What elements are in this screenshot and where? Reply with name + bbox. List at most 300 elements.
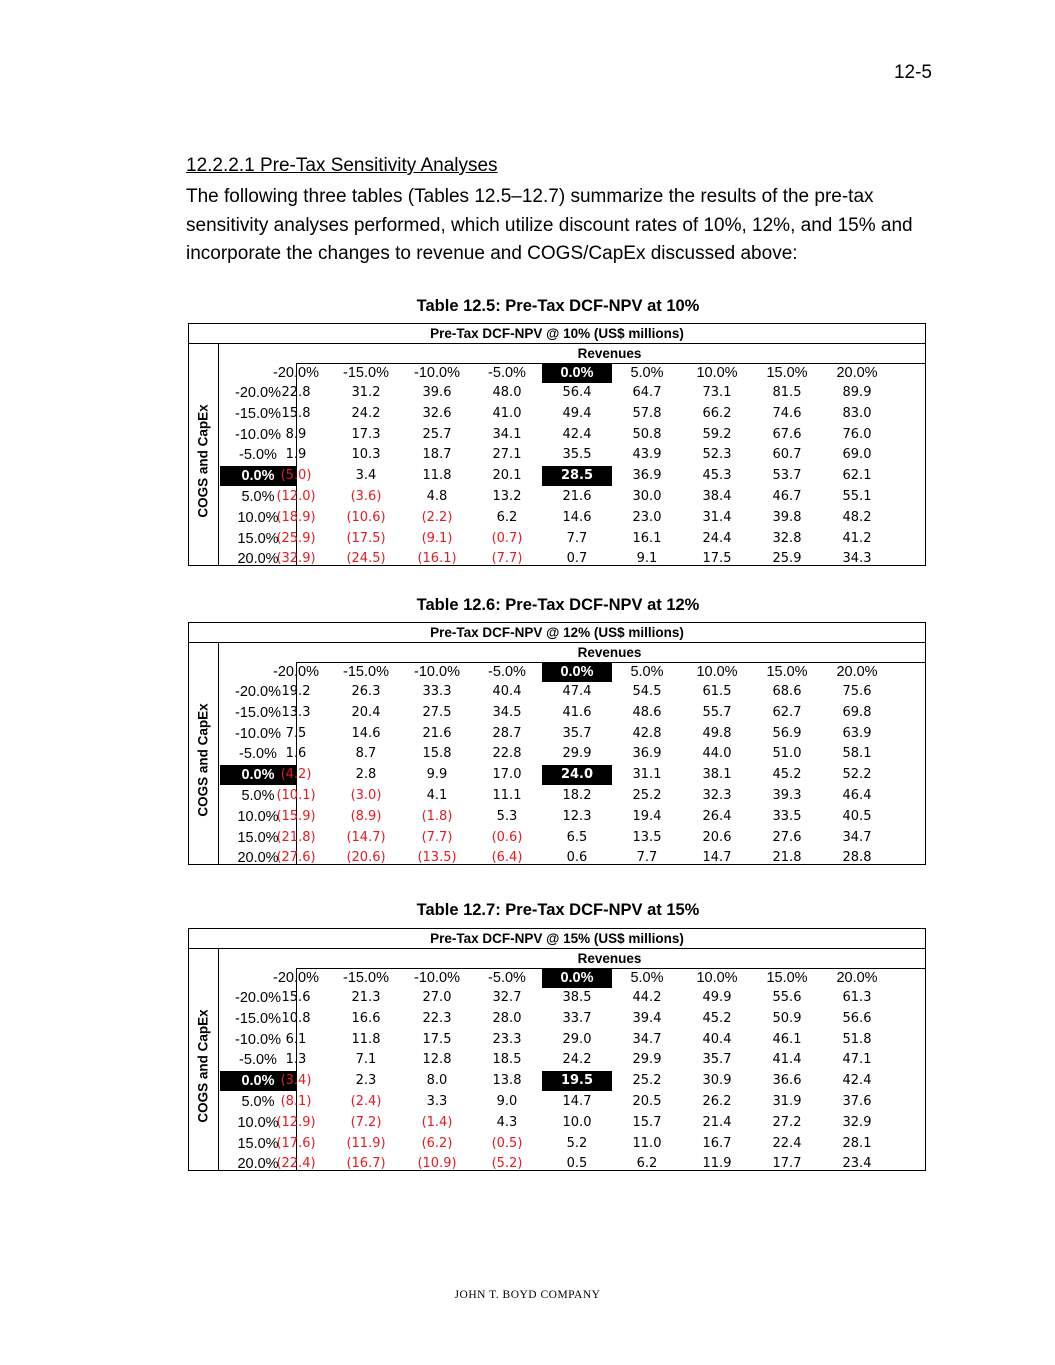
divider: [218, 344, 219, 565]
revenue-column-header: 5.0%: [630, 365, 664, 381]
table-cell: 12.8: [422, 1052, 452, 1068]
table-cell: 46.7: [772, 489, 802, 504]
table-cell: 56.6: [842, 1010, 872, 1026]
cogs-row-header: -10.0%: [235, 426, 281, 443]
table-cell: 42.4: [562, 426, 592, 442]
revenue-column-header: 10.0%: [696, 365, 738, 381]
table-cell: 51.8: [842, 1031, 872, 1047]
table-cell: 8.9: [285, 426, 307, 442]
table-cell: 25.7: [422, 426, 452, 442]
cogs-row-header: -20.0%: [235, 990, 281, 1006]
table-cell: 19.2: [281, 684, 311, 699]
table-cell: 15.8: [422, 746, 452, 762]
cogs-row-header: 15.0%: [237, 829, 279, 846]
revenues-label: Revenues: [577, 951, 642, 966]
table-cell: 62.1: [842, 468, 872, 484]
table-cell: 4.1: [426, 788, 448, 803]
table-cell: 31.2: [351, 385, 381, 400]
table-header: Pre-Tax DCF-NPV @ 12% (US$ millions): [189, 623, 925, 643]
table-cell: 75.6: [842, 684, 872, 699]
table-cell: (5.0): [280, 468, 312, 484]
table-cell: 9.9: [426, 767, 448, 783]
table-cell: (20.6): [346, 850, 386, 866]
table-cell: 54.5: [632, 684, 662, 699]
table-cell: 64.7: [632, 385, 662, 400]
table-cell: 6.5: [566, 829, 588, 845]
revenues-label: Revenues: [577, 645, 642, 660]
table-cell: 61.5: [702, 684, 732, 699]
table-cell: 39.4: [632, 1010, 662, 1026]
table-cell: 7.7: [566, 530, 588, 546]
table-cell: 24.4: [702, 530, 732, 546]
table-cell: 50.8: [632, 426, 662, 442]
table-cell: 39.3: [772, 788, 802, 803]
table-cell: 89.9: [842, 385, 872, 400]
table-cell: (2.2): [421, 509, 453, 525]
table-cell: 10.8: [281, 1010, 311, 1026]
table-cell: 30.9: [702, 1073, 732, 1089]
table-cell: 28.7: [492, 725, 522, 741]
table-cell: 3.4: [355, 468, 377, 484]
table-cell: 62.7: [772, 704, 802, 720]
table-cell: 32.3: [702, 788, 732, 803]
table-cell: (1.8): [421, 808, 453, 824]
table-cell: 29.0: [562, 1031, 592, 1047]
table-cell: 47.1: [842, 1052, 872, 1068]
cogs-row-header: -5.0%: [239, 1052, 277, 1069]
table-cell: (0.5): [491, 1135, 523, 1151]
table-cell: 40.4: [492, 684, 522, 699]
table-cell: 6.2: [496, 509, 518, 525]
table-cell: 22.8: [281, 385, 311, 400]
table-cell: 13.3: [281, 704, 311, 720]
table-cell: (21.8): [276, 829, 316, 845]
revenue-column-header: -5.0%: [488, 664, 526, 680]
table-caption: Table 12.5: Pre-Tax DCF-NPV at 10%: [416, 297, 700, 315]
table-cell: 14.7: [562, 1094, 592, 1109]
table-cell: 24.2: [562, 1052, 592, 1068]
table-cell: 17.5: [422, 1031, 452, 1047]
cogs-row-header: -5.0%: [239, 447, 277, 464]
table-cell: (3.0): [350, 788, 382, 803]
table-cell: 23.3: [492, 1031, 522, 1047]
table-cell: (15.9): [276, 808, 316, 824]
table-cell: (12.0): [276, 489, 316, 504]
cogs-row-header: -5.0%: [239, 746, 277, 763]
table-cell: (10.1): [276, 788, 316, 803]
revenue-column-header: 10.0%: [696, 970, 738, 986]
table-cell: 17.3: [351, 426, 381, 442]
table-cell: 29.9: [562, 746, 592, 762]
table-cell: 6.2: [636, 1156, 658, 1172]
table-header: Pre-Tax DCF-NPV @ 10% (US$ millions): [189, 324, 925, 344]
table-cell: (27.6): [276, 850, 316, 866]
table-cell: 34.5: [492, 704, 522, 720]
cogs-row-header: 10.0%: [237, 1114, 279, 1131]
table-cell: (5.2): [491, 1156, 523, 1172]
table-cell: 27.5: [422, 704, 452, 720]
table-cell: 36.9: [632, 746, 662, 762]
table-cell: 61.3: [842, 990, 872, 1005]
table-cell: 10.0: [562, 1114, 592, 1130]
revenue-column-header: 15.0%: [766, 365, 808, 381]
revenue-column-header: 5.0%: [630, 664, 664, 680]
table-cell: 1.9: [285, 447, 307, 463]
table-cell: 34.7: [632, 1031, 662, 1047]
table-cell: 11.9: [702, 1156, 732, 1172]
table-cell: 20.4: [351, 704, 381, 720]
table-cell: (13.5): [417, 850, 457, 866]
table-cell: 0.7: [566, 551, 588, 567]
cogs-row-header: -15.0%: [235, 1010, 281, 1027]
table-cell: 38.4: [702, 489, 732, 504]
table-cell: (0.6): [491, 829, 523, 845]
table-cell: 31.4: [702, 509, 732, 525]
table-cell: 7.1: [355, 1052, 377, 1068]
table-cell: 55.1: [842, 489, 872, 504]
table-cell: 11.8: [422, 468, 452, 484]
table-cell: 74.6: [772, 405, 802, 421]
revenue-column-header: 0.0%: [542, 969, 612, 988]
table-cell: 46.1: [772, 1031, 802, 1047]
table-cell: 32.9: [842, 1114, 872, 1130]
revenue-column-header: -15.0%: [343, 970, 389, 986]
table-caption: Table 12.7: Pre-Tax DCF-NPV at 15%: [416, 901, 700, 919]
sensitivity-table: [188, 323, 926, 566]
table-cell: 25.9: [772, 551, 802, 567]
table-cell: 22.8: [492, 746, 522, 762]
table-cell: 21.4: [702, 1114, 732, 1130]
sensitivity-table: [188, 622, 926, 865]
table-cell: 36.6: [772, 1073, 802, 1089]
table-cell: 16.6: [351, 1010, 381, 1026]
revenue-column-header: 15.0%: [766, 970, 808, 986]
table-cell: 18.7: [422, 447, 452, 463]
table-cell: 83.0: [842, 405, 872, 421]
table-cell: 29.9: [632, 1052, 662, 1068]
table-cell: (0.7): [491, 530, 523, 546]
table-cell: 13.8: [492, 1073, 522, 1089]
table-header: Pre-Tax DCF-NPV @ 15% (US$ millions): [189, 929, 925, 949]
table-cell: 27.2: [772, 1114, 802, 1130]
table-cell: 21.8: [772, 850, 802, 866]
table-cell: 18.5: [492, 1052, 522, 1068]
table-cell: 60.7: [772, 447, 802, 463]
table-cell: 21.6: [422, 725, 452, 741]
table-cell: 19.5: [542, 1071, 612, 1091]
table-cell: 21.3: [351, 990, 381, 1005]
table-cell: 43.9: [632, 447, 662, 463]
table-cell: 49.4: [562, 405, 592, 421]
table-cell: 13.5: [632, 829, 662, 845]
table-cell: (16.7): [346, 1156, 386, 1172]
table-cell: 26.2: [702, 1094, 732, 1109]
revenue-column-header: -5.0%: [488, 365, 526, 381]
table-cell: (8.1): [280, 1094, 312, 1109]
table-cell: (3.6): [350, 489, 382, 504]
section-heading: 12.2.2.1 Pre-Tax Sensitivity Analyses: [186, 155, 498, 176]
table-cell: 1.3: [285, 1052, 307, 1068]
table-cell: 1.6: [285, 746, 307, 762]
table-cell: (22.4): [276, 1156, 316, 1172]
table-cell: 15.7: [632, 1114, 662, 1130]
table-cell: 69.8: [842, 704, 872, 720]
table-cell: 31.9: [772, 1094, 802, 1109]
table-cell: 45.2: [772, 767, 802, 783]
table-cell: 8.0: [426, 1073, 448, 1089]
cogs-row-header: 10.0%: [237, 509, 279, 526]
table-cell: 10.3: [351, 447, 381, 463]
table-cell: 41.0: [492, 405, 522, 421]
table-cell: 33.3: [422, 684, 452, 699]
table-cell: 49.9: [702, 990, 732, 1005]
table-cell: 38.1: [702, 767, 732, 783]
table-cell: 55.6: [772, 990, 802, 1005]
table-caption: Table 12.6: Pre-Tax DCF-NPV at 12%: [416, 596, 700, 614]
table-cell: 11.1: [492, 788, 522, 803]
table-cell: 52.2: [842, 767, 872, 783]
table-cell: 4.3: [496, 1114, 518, 1130]
table-cell: 45.2: [702, 1010, 732, 1026]
table-cell: (24.5): [346, 551, 386, 567]
table-cell: 45.3: [702, 468, 732, 484]
table-cell: 34.1: [492, 426, 522, 442]
table-cell: 35.7: [702, 1052, 732, 1068]
table-cell: 44.0: [702, 746, 732, 762]
table-cell: (18.9): [276, 509, 316, 525]
table-cell: 6.1: [285, 1031, 307, 1047]
table-cell: (32.9): [276, 551, 316, 567]
divider: [218, 643, 219, 864]
revenue-column-header: -5.0%: [488, 970, 526, 986]
table-cell: 2.8: [355, 767, 377, 783]
table-cell: 30.0: [632, 489, 662, 504]
table-cell: 58.1: [842, 746, 872, 762]
revenue-column-header: 20.0%: [836, 365, 878, 381]
table-cell: 36.9: [632, 468, 662, 484]
table-cell: (6.4): [491, 850, 523, 866]
table-cell: 28.5: [542, 466, 612, 486]
table-cell: 40.4: [702, 1031, 732, 1047]
table-cell: 14.6: [351, 725, 381, 741]
revenue-column-header: 0.0%: [542, 364, 612, 383]
revenue-column-header: 10.0%: [696, 664, 738, 680]
cogs-row-header: -10.0%: [235, 1031, 281, 1048]
table-cell: 56.4: [562, 385, 592, 400]
table-cell: (7.2): [350, 1114, 382, 1130]
table-cell: (7.7): [421, 829, 453, 845]
table-cell: 69.0: [842, 447, 872, 463]
table-cell: 35.7: [562, 725, 592, 741]
revenue-column-header: 0.0%: [542, 663, 612, 682]
table-cell: 32.7: [492, 990, 522, 1005]
table-cell: 26.3: [351, 684, 381, 699]
table-cell: 47.4: [562, 684, 592, 699]
cogs-row-header: 5.0%: [241, 788, 275, 804]
table-cell: 22.3: [422, 1010, 452, 1026]
table-cell: 50.9: [772, 1010, 802, 1026]
table-cell: 63.9: [842, 725, 872, 741]
table-cell: 34.7: [842, 829, 872, 845]
table-cell: 32.6: [422, 405, 452, 421]
table-cell: 56.9: [772, 725, 802, 741]
table-cell: 67.6: [772, 426, 802, 442]
table-cell: 59.2: [702, 426, 732, 442]
table-cell: 20.1: [492, 468, 522, 484]
cogs-row-header: -15.0%: [235, 704, 281, 721]
table-cell: 40.5: [842, 808, 872, 824]
table-cell: 28.8: [842, 850, 872, 866]
table-cell: 5.3: [496, 808, 518, 824]
table-cell: 9.1: [636, 551, 658, 567]
table-cell: 68.6: [772, 684, 802, 699]
table-cell: 25.2: [632, 788, 662, 803]
table-cell: (7.7): [491, 551, 523, 567]
cogs-row-header: 20.0%: [237, 551, 279, 568]
table-cell: (1.4): [421, 1114, 453, 1130]
table-cell: 18.2: [562, 788, 592, 803]
revenue-column-header: -15.0%: [343, 365, 389, 381]
table-cell: 15.8: [281, 405, 311, 421]
table-cell: 16.1: [632, 530, 662, 546]
table-cell: 33.7: [562, 1010, 592, 1026]
table-cell: 48.2: [842, 509, 872, 525]
table-cell: 22.4: [772, 1135, 802, 1151]
revenue-column-header: 15.0%: [766, 664, 808, 680]
table-cell: 3.3: [426, 1094, 448, 1109]
revenue-column-header: -15.0%: [343, 664, 389, 680]
table-cell: (12.9): [276, 1114, 316, 1130]
table-cell: 17.7: [772, 1156, 802, 1172]
table-cell: 14.6: [562, 509, 592, 525]
table-cell: (25.9): [276, 530, 316, 546]
table-cell: 8.7: [355, 746, 377, 762]
table-cell: 17.5: [702, 551, 732, 567]
table-cell: 20.5: [632, 1094, 662, 1109]
cogs-row-header: 20.0%: [237, 1156, 279, 1173]
cogs-row-header: 5.0%: [241, 489, 275, 505]
table-cell: 32.8: [772, 530, 802, 546]
table-cell: 28.0: [492, 1010, 522, 1026]
table-cell: 11.8: [351, 1031, 381, 1047]
table-cell: (17.6): [276, 1135, 316, 1151]
table-cell: (4.2): [280, 767, 312, 783]
table-cell: 15.6: [281, 990, 311, 1005]
table-cell: 4.8: [426, 489, 448, 504]
divider: [218, 949, 219, 1170]
table-cell: 9.0: [496, 1094, 518, 1109]
cogs-row-header: 10.0%: [237, 808, 279, 825]
cogs-row-header: 5.0%: [241, 1094, 275, 1110]
table-cell: 46.4: [842, 788, 872, 803]
cogs-row-header: 20.0%: [237, 850, 279, 867]
table-cell: 34.3: [842, 551, 872, 567]
table-cell: 2.3: [355, 1073, 377, 1089]
cogs-row-header: -20.0%: [235, 684, 281, 700]
table-cell: 37.6: [842, 1094, 872, 1109]
table-cell: 76.0: [842, 426, 872, 442]
table-cell: (6.2): [421, 1135, 453, 1151]
table-cell: 24.0: [542, 765, 612, 785]
table-cell: 26.4: [702, 808, 732, 824]
page-number: 12-5: [893, 62, 932, 83]
table-cell: 38.5: [562, 990, 592, 1005]
table-cell: 28.1: [842, 1135, 872, 1151]
revenue-column-header: -10.0%: [414, 970, 460, 986]
table-cell: 27.6: [772, 829, 802, 845]
table-cell: 73.1: [702, 385, 732, 400]
table-cell: 23.0: [632, 509, 662, 525]
table-cell: 12.3: [562, 808, 592, 824]
table-cell: (10.9): [417, 1156, 457, 1172]
table-cell: (2.4): [350, 1094, 382, 1109]
table-cell: 0.5: [566, 1156, 588, 1172]
table-cell: 53.7: [772, 468, 802, 484]
table-cell: (8.9): [350, 808, 382, 824]
table-cell: 49.8: [702, 725, 732, 741]
table-cell: 0.6: [566, 850, 588, 866]
table-cell: 5.2: [566, 1135, 588, 1151]
table-cell: 66.2: [702, 405, 732, 421]
cogs-row-header: -15.0%: [235, 405, 281, 422]
table-cell: 7.7: [636, 850, 658, 866]
table-cell: 16.7: [702, 1135, 732, 1151]
table-cell: 57.8: [632, 405, 662, 421]
table-cell: 13.2: [492, 489, 522, 504]
table-cell: 51.0: [772, 746, 802, 762]
table-cell: 25.2: [632, 1073, 662, 1089]
cogs-row-header: -10.0%: [235, 725, 281, 742]
table-cell: 27.0: [422, 990, 452, 1005]
table-cell: 41.2: [842, 530, 872, 546]
table-cell: (11.9): [346, 1135, 386, 1151]
table-cell: (3.4): [280, 1073, 312, 1089]
cogs-capex-axis: [190, 670, 216, 850]
table-cell: 42.8: [632, 725, 662, 741]
table-cell: 21.6: [562, 489, 592, 504]
revenue-column-header: 20.0%: [836, 970, 878, 986]
revenue-column-header: -20.0%: [273, 970, 319, 986]
table-cell: 39.6: [422, 385, 452, 400]
revenue-column-header: 5.0%: [630, 970, 664, 986]
table-cell: 41.6: [562, 704, 592, 720]
revenue-column-header: -20.0%: [273, 664, 319, 680]
table-cell: 44.2: [632, 990, 662, 1005]
table-cell: 48.0: [492, 385, 522, 400]
table-cell: 20.6: [702, 829, 732, 845]
cogs-capex-axis: [190, 976, 216, 1156]
table-cell: 27.1: [492, 447, 522, 463]
revenue-column-header: -20.0%: [273, 365, 319, 381]
table-cell: 41.4: [772, 1052, 802, 1068]
cogs-capex-axis: [190, 371, 216, 551]
intro-paragraph: The following three tables (Tables 12.5–12.7) summarize the results of the pre-tax sensitivity analyses performed, which utilize discount rates of 10%, 12%, and 15% and incorporate the changes to revenue and COGS/CapEx discussed above:: [186, 186, 913, 264]
cogs-row-header: 0.0%: [220, 466, 296, 486]
table-cell: 31.1: [632, 767, 662, 783]
table-cell: 48.6: [632, 704, 662, 720]
revenue-column-header: -10.0%: [414, 664, 460, 680]
table-cell: 23.4: [842, 1156, 872, 1172]
cogs-row-header: 15.0%: [237, 530, 279, 547]
cogs-row-header: 15.0%: [237, 1135, 279, 1152]
table-cell: 14.7: [702, 850, 732, 866]
table-cell: 35.5: [562, 447, 592, 463]
table-cell: 52.3: [702, 447, 732, 463]
table-cell: 55.7: [702, 704, 732, 720]
table-cell: 39.8: [772, 509, 802, 525]
table-cell: (17.5): [346, 530, 386, 546]
revenues-label: Revenues: [577, 346, 642, 361]
